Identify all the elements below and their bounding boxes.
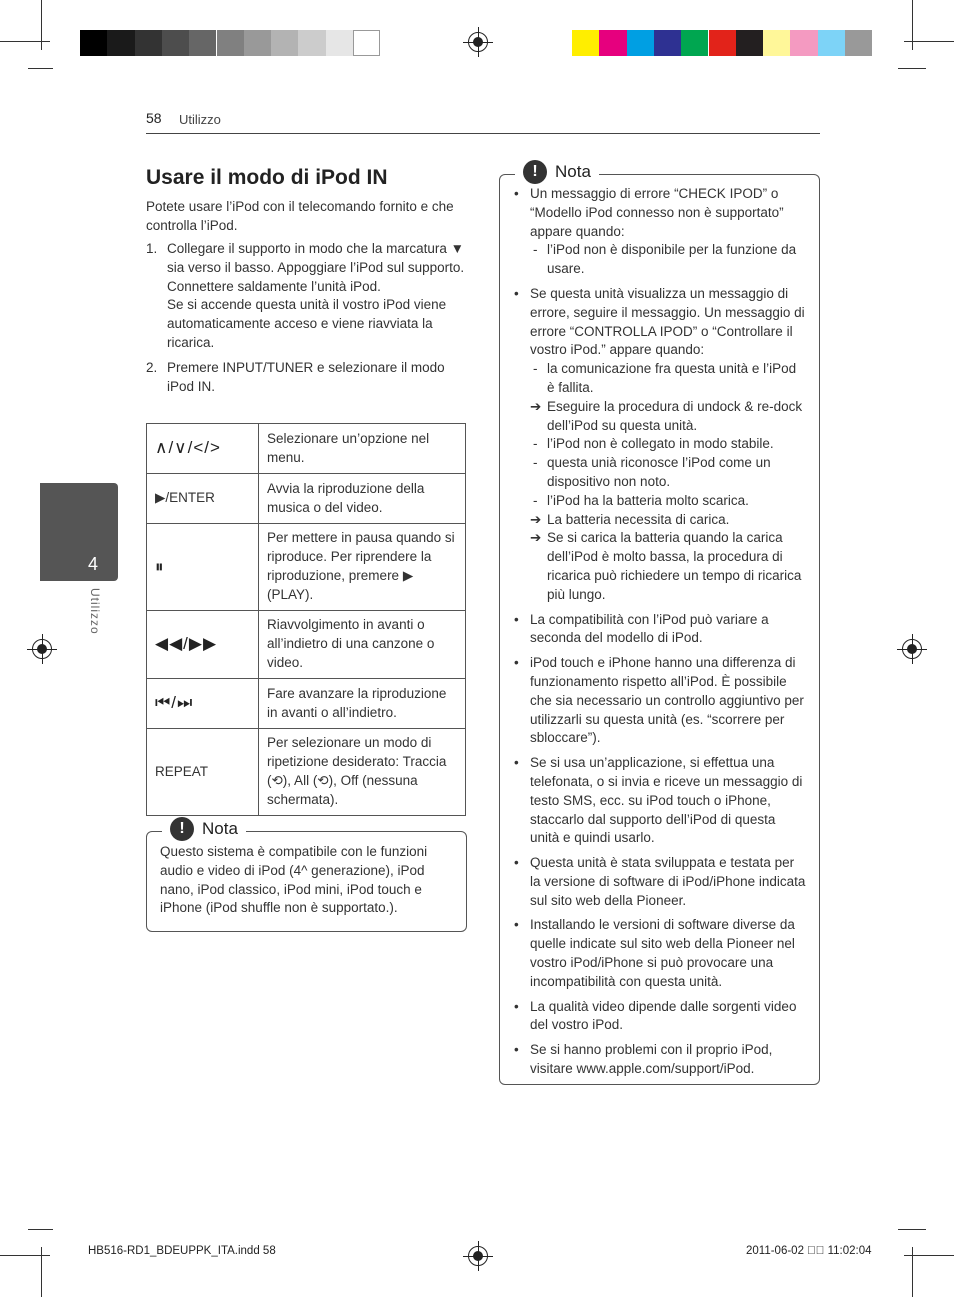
list-item: • Se questa unità visualizza un messaggio di errore, seguire il messaggio. Un messaggio di errore “CONTROLLA IPOD” o “Controllare il vostro iPod.” appare quando: - la comunicazione fra questa unità e l’iPod è fallita. ➔ Eseguire la procedura di undock & re-dock dell’iPod su questa unità. - l’iPod non è collegato in modo stabile. - questa unià riconosce l’iPod come un dispositivo non noto. - l’iPod ha la batteria molto scarica. ➔ La batteria necessita di carica. ➔ Se si carica la batteria quando la carica dell’iPod è molto bassa, la procedura di ricarica può richiedere un tempo di ricarica più lungo.	[513, 285, 806, 605]
control-key: ∧/∨/</>	[147, 424, 259, 474]
table-row	[147, 679, 466, 729]
note-list	[513, 185, 806, 1085]
color-swatch	[271, 30, 298, 56]
control-description: Per mettere in pausa quando si riproduce. Per riprendere la riproduzione, premere ▶ (PLAY).	[259, 524, 466, 611]
exclamation-icon: !	[523, 160, 547, 184]
list-item: • La compatibilità con l’iPod può variare a seconda del modello di iPod.	[513, 611, 806, 649]
control-description: Per selezionare un modo di ripetizione desiderato: Traccia (⟲), All (⟲), Off (nessuna schermata).	[259, 729, 466, 816]
steps-list	[146, 240, 468, 402]
color-swatch	[790, 30, 817, 56]
step-item: 1. Collegare il supporto in modo che la marcatura ▼ sia verso il basso. Appoggiare l’iPod sul supporto. Connettere saldamente l’unità iPod. Se si accende questa unità il vostro iPod viene automaticamente acceso e viene riavviata la ricarica.	[146, 241, 465, 350]
header-divider	[146, 133, 820, 134]
color-swatch	[681, 30, 708, 56]
table-row	[147, 729, 466, 816]
color-swatch	[654, 30, 681, 56]
registration-mark-icon	[902, 639, 922, 659]
control-key: ▶/ENTER	[147, 474, 259, 524]
crop-mark	[898, 68, 926, 69]
color-swatch	[162, 30, 189, 56]
running-header: Utilizzo	[179, 112, 221, 127]
color-swatch	[80, 30, 107, 56]
color-swatch	[135, 30, 162, 56]
color-swatch	[818, 30, 845, 56]
list-item: • Installando le versioni di software diverse da quelle indicate sul sito web della Pioneer nel vostro iPod/iPhone si può provocare una incompatibilità con questa unità.	[513, 916, 806, 991]
table-row	[147, 474, 466, 524]
color-swatch	[709, 30, 736, 56]
crop-mark	[904, 1255, 954, 1256]
registration-mark-icon	[32, 639, 52, 659]
color-swatch	[189, 30, 216, 56]
crop-mark	[0, 41, 50, 42]
exclamation-icon: !	[170, 817, 194, 841]
color-swatch	[736, 30, 763, 56]
section-title: Usare il modo di iPod IN	[146, 166, 388, 189]
color-swatch	[572, 30, 599, 56]
note-box	[146, 831, 467, 932]
chapter-label: Utilizzo	[88, 588, 102, 635]
color-swatch	[298, 30, 325, 56]
note-sub-item: - la comunicazione fra questa unità e l’iPod è fallita.	[530, 360, 806, 398]
list-item: • Se si usa un’applicazione, si effettua una telefonata, o si invia e riceve un messaggio di testo SMS, ecc. su iPod touch o iPhone, staccarlo dal supporto dell’iPod di questa unità e quindi usarlo.	[513, 754, 806, 848]
note-arrow-line: ➔ Eseguire la procedura di undock & re-dock dell’iPod su questa unità.	[530, 398, 803, 433]
list-item: • iPod touch e iPhone hanno una differenza di funzionamento rispetto all’iPod. È possibile che sia necessario un controllo aggiuntivo per utilizzarli su questa unità (es. “scorrere per sbloccare”).	[513, 654, 806, 748]
note-text: Questo sistema è compatibile con le funzioni audio e video di iPod (4^ generazione), iPod nano, iPod classico, iPod mini, iPod touch e iPhone (iPod shuffle non è supportato.).	[160, 844, 428, 916]
crop-mark	[898, 1229, 926, 1230]
control-key: REPEAT	[147, 729, 259, 816]
footer-file-info: HB516-RD1_BDEUPPK_ITA.indd 58	[88, 1245, 276, 1257]
list-item: • Questa unità è stata sviluppata e testata per la versione di software di iPod/iPhone indicata sul sito web della Pioneer.	[513, 854, 806, 910]
control-description: Avvia la riproduzione della musica o del video.	[259, 474, 466, 524]
color-swatch	[763, 30, 790, 56]
note-sub-item: - l’iPod non è collegato in modo stabile.	[530, 435, 806, 454]
list-item: • Un messaggio di errore “CHECK IPOD” o “Modello iPod connesso non è supportato” appare quando: - l’iPod non è disponibile per la funzione da usare.	[513, 185, 806, 279]
note-sub-item: - l’iPod non è disponibile per la funzione da usare.	[530, 241, 806, 279]
arrow-right-icon: ➔	[530, 530, 542, 546]
table-row	[147, 611, 466, 679]
footer-timestamp: 2011-06-02 ￿￿ 11:02:04	[746, 1245, 872, 1257]
control-description: Riavvolgimento in avanti o all’indietro di una canzone o video.	[259, 611, 466, 679]
color-swatch	[244, 30, 271, 56]
registration-mark-icon	[468, 1246, 488, 1266]
step-item: 2. Premere INPUT/TUNER e selezionare il modo iPod IN.	[146, 359, 445, 394]
note-header	[515, 160, 599, 184]
control-key: ⏮/⏭	[147, 679, 259, 729]
chapter-tab	[40, 483, 118, 581]
crop-mark	[28, 68, 53, 69]
control-description: Fare avanzare la riproduzione in avanti o all’indietro.	[259, 679, 466, 729]
page-number: 58	[146, 110, 162, 126]
control-key: ⏸	[147, 524, 259, 611]
control-description: Selezionare un’opzione nel menu.	[259, 424, 466, 474]
color-swatch	[599, 30, 626, 56]
crop-mark	[0, 1255, 50, 1256]
controls-table	[146, 423, 466, 816]
note-sub-item: - questa unià riconosce l’iPod come un dispositivo non noto.	[530, 454, 806, 492]
color-swatch	[107, 30, 134, 56]
table-row	[147, 424, 466, 474]
intro-paragraph: Potete usare l’iPod con il telecomando fornito e che controlla l’iPod.	[146, 199, 454, 233]
control-key: ◀◀/▶▶	[147, 611, 259, 679]
arrow-right-icon: ➔	[530, 511, 542, 527]
crop-mark	[904, 41, 954, 42]
crop-mark	[912, 0, 913, 50]
chapter-number: 4	[88, 554, 99, 574]
list-item: • La qualità video dipende dalle sorgenti video del vostro iPod.	[513, 998, 806, 1036]
color-swatch	[326, 30, 353, 56]
crop-mark	[28, 1229, 53, 1230]
registration-mark-icon	[468, 32, 488, 52]
note-title: Nota	[202, 819, 238, 838]
color-swatch	[217, 30, 244, 56]
note-title: Nota	[555, 162, 591, 181]
note-header	[162, 817, 246, 841]
crop-mark	[41, 0, 42, 50]
list-item: • Se si hanno problemi con il proprio iPod, visitare www.apple.com/support/iPod.	[513, 1041, 806, 1079]
table-row	[147, 524, 466, 611]
color-swatch	[627, 30, 654, 56]
note-arrow-line: ➔ La batteria necessita di carica.	[530, 511, 806, 530]
color-swatch	[845, 30, 872, 56]
note-sub-item: - l’iPod ha la batteria molto scarica.	[530, 492, 806, 511]
note-arrow-line: ➔ Se si carica la batteria quando la carica dell’iPod è molto bassa, la procedura di ricarica può richiedere un tempo di ricarica più lungo.	[530, 530, 802, 602]
arrow-right-icon: ➔	[530, 398, 542, 414]
color-swatch	[353, 30, 380, 56]
